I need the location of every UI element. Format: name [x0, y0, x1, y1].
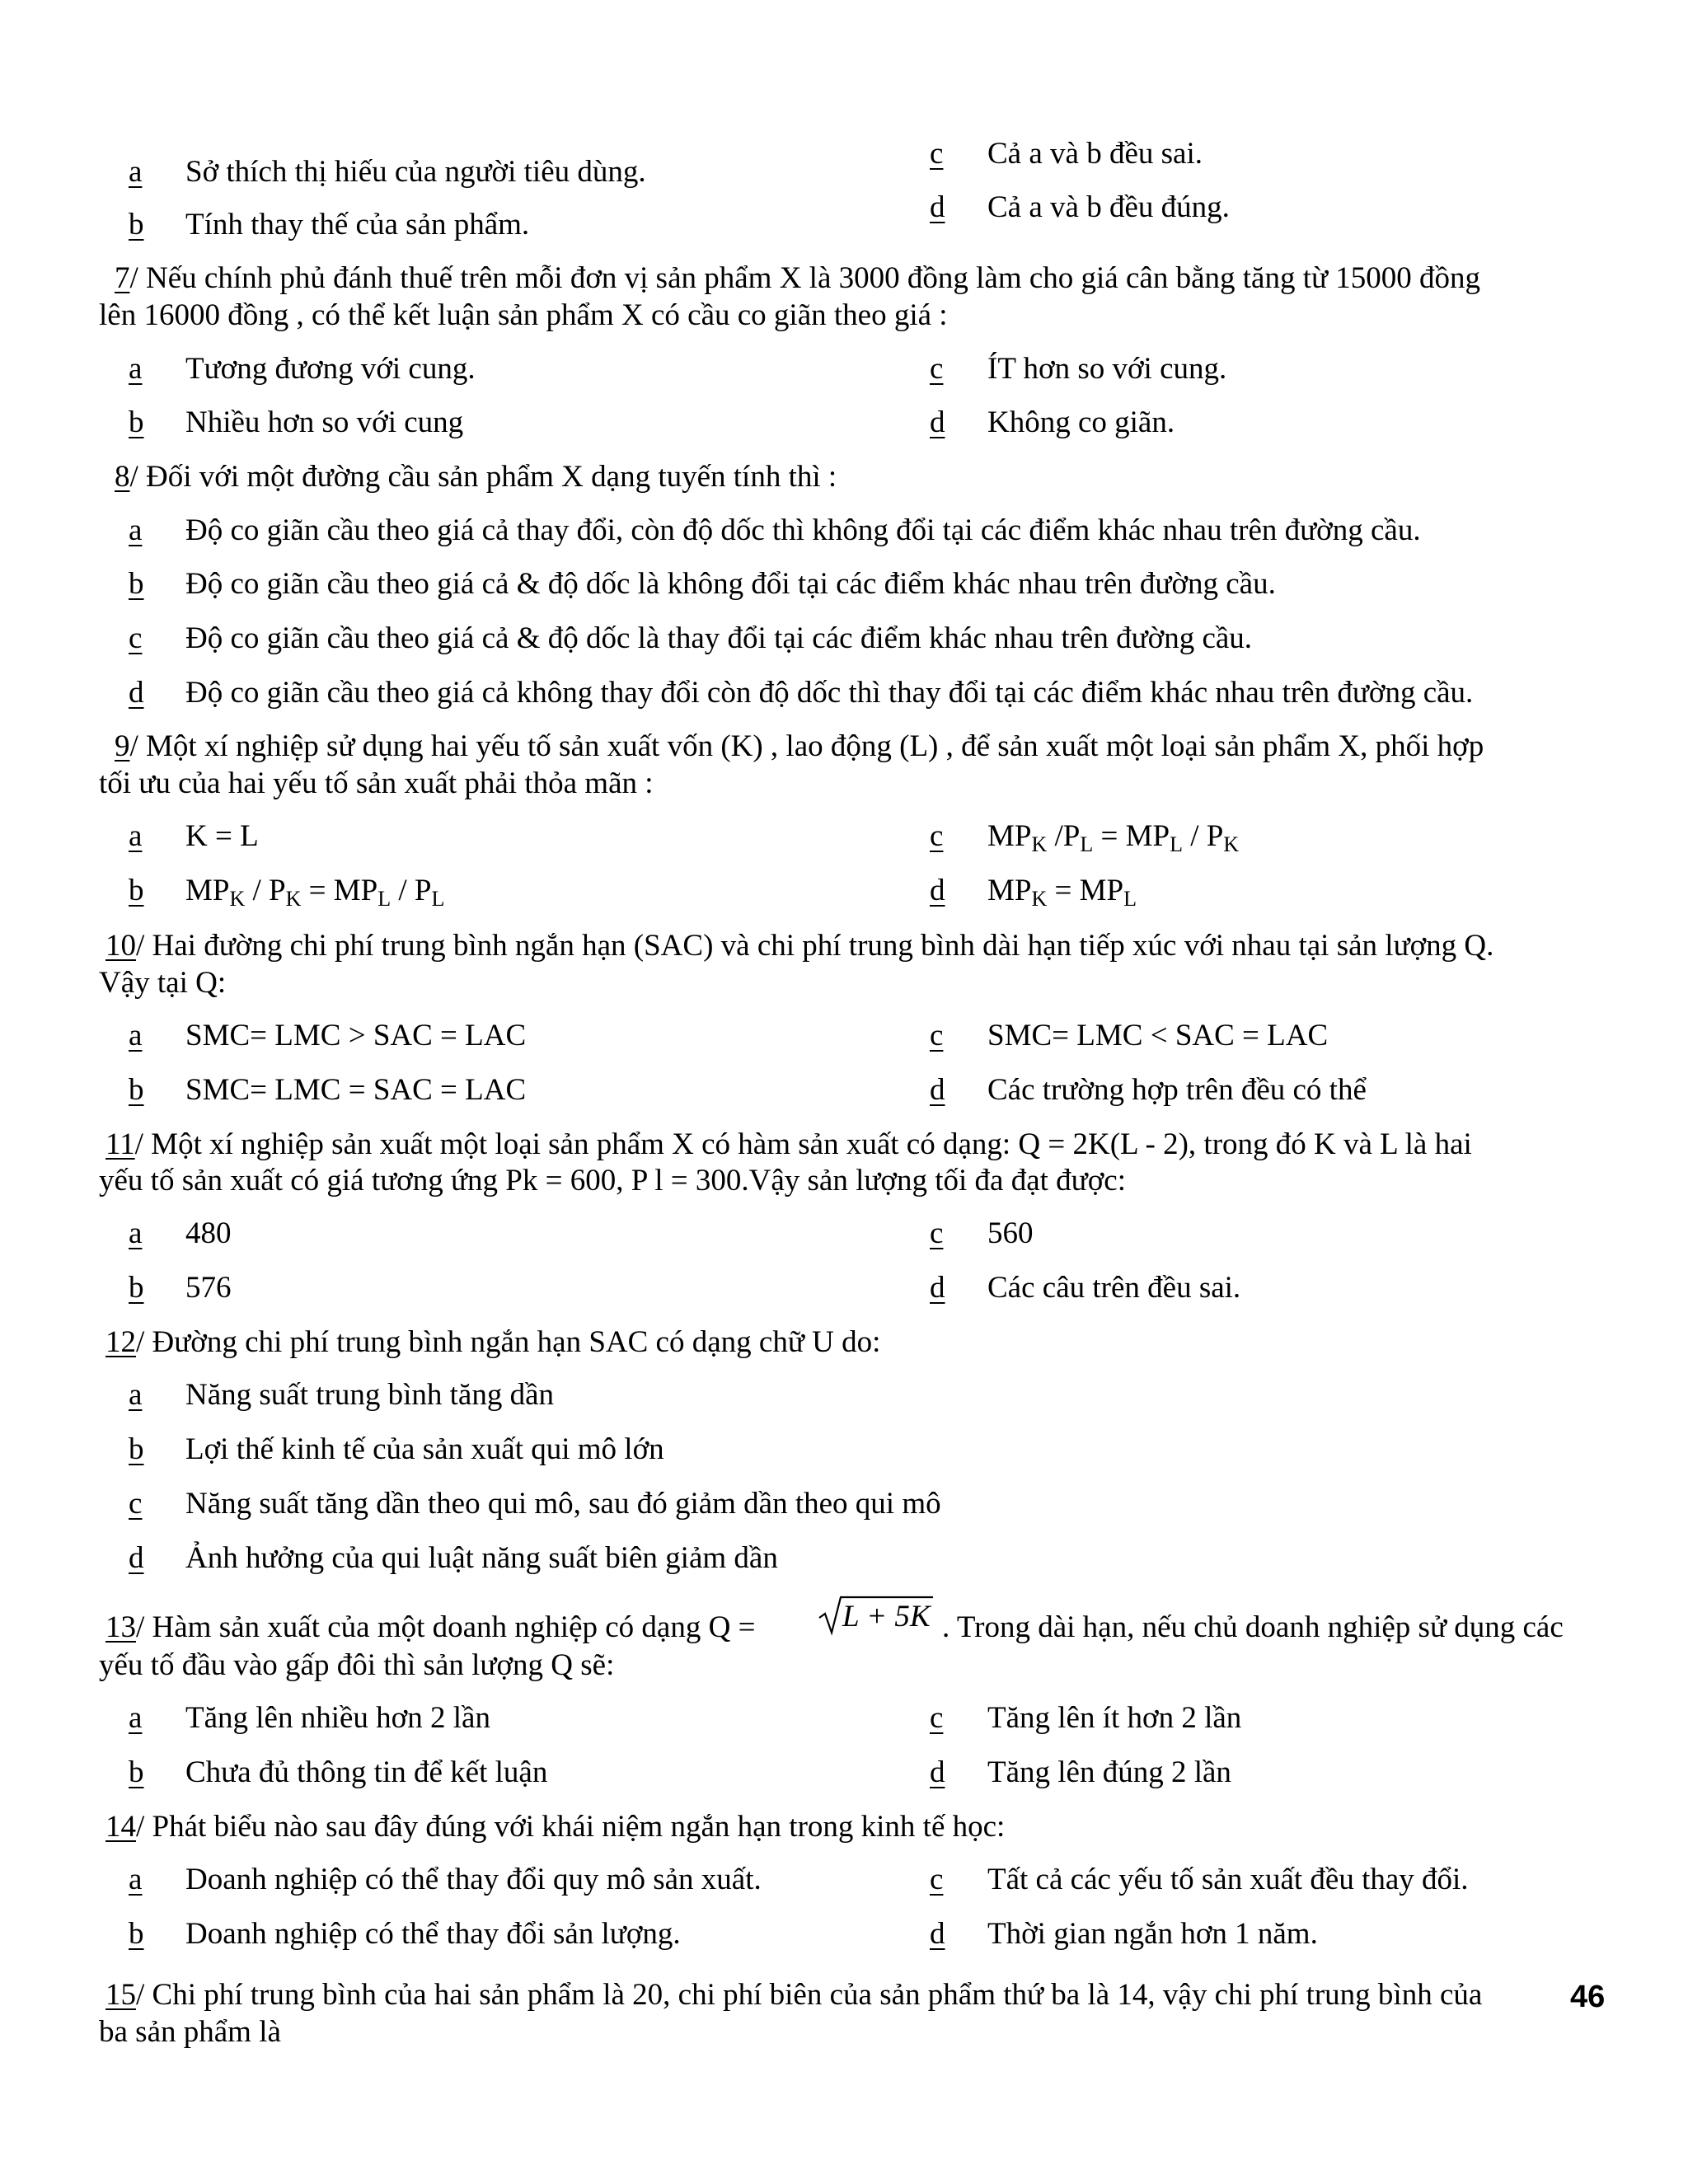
question-9-stem: [115, 728, 1484, 766]
option-letter: a: [129, 1378, 143, 1412]
option-text: Tương đương với cung.: [185, 352, 476, 386]
option-letter: b: [129, 1755, 144, 1789]
question-number: 10: [106, 929, 136, 963]
option-letter: b: [129, 567, 144, 601]
option-text: Cả a và b đều sai.: [987, 137, 1203, 171]
option-letter: b: [129, 1073, 144, 1107]
option-text: Độ co giãn cầu theo giá cả & độ dốc là không đổi tại các điểm khác nhau trên đường cầu.: [185, 567, 1276, 601]
option-letter: c: [930, 1019, 944, 1052]
question-14-stem: [106, 1808, 1005, 1846]
option-letter: c: [930, 1863, 944, 1896]
question-text: / Nếu chính phủ đánh thuế trên mỗi đơn vị sản phẩm X là 3000 đồng làm cho giá cân bằng tăng từ 15000 đồng: [129, 261, 1481, 295]
option-text: SMC= LMC > SAC = LAC: [185, 1019, 527, 1052]
question-text: / Phát biểu nào sau đây đúng với khái niệm ngắn hạn trong kinh tế học:: [136, 1810, 1006, 1844]
option-formula: $MP_K$ $/P_L = MP_L / P_K$: [987, 819, 1240, 856]
option-letter: a: [129, 1216, 143, 1250]
option-letter: c: [930, 1216, 944, 1250]
question-number: 9: [115, 729, 130, 763]
option-text: 576: [185, 1271, 232, 1305]
question-number: 13: [106, 1610, 136, 1644]
option-letter: b: [129, 1432, 144, 1466]
question-11-stem: [106, 1126, 1472, 1164]
question-text: / Một xí nghiệp sử dụng hai yếu tố sản xuất vốn (K) , lao động (L) , để sản xuất một loại sản phẩm X, phối hợp: [129, 729, 1484, 763]
question-text: / Chi phí trung bình của hai sản phẩm là 20, chi phí biên của sản phẩm thứ ba là 14, vậy chi phí trung bình của: [136, 1978, 1483, 2012]
question-text: / Hai đường chi phí trung bình ngắn hạn (SAC) và chi phí trung bình dài hạn tiếp xúc với nhau tại sản lượng Q.: [136, 929, 1494, 963]
option-text: SMC= LMC = SAC = LAC: [185, 1073, 527, 1107]
option-letter: a: [129, 1019, 143, 1052]
question-13-stem-line2: yếu tố đầu vào gấp đôi thì sản lượng Q sẽ:: [99, 1648, 615, 1682]
question-13-stem-tail: . Trong dài hạn, nếu chủ doanh nghiệp sử dụng các: [942, 1610, 1564, 1644]
square-root-formula: [818, 1595, 933, 1638]
option-formula: $MP_K = MP_L$: [987, 874, 1137, 911]
option-text: Chưa đủ thông tin để kết luận: [185, 1755, 548, 1789]
option-letter: d: [930, 1755, 945, 1789]
page-number: 46: [1570, 1980, 1606, 2014]
option-letter: d: [129, 676, 144, 710]
option-text: Tăng lên nhiều hơn 2 lần: [185, 1701, 490, 1735]
question-7-stem: [115, 260, 1480, 298]
option-letter: a: [129, 513, 143, 547]
option-text: Tính thay thế của sản phẩm.: [185, 208, 530, 241]
option-letter: c: [930, 1701, 944, 1735]
option-text: Độ co giãn cầu theo giá cả thay đổi, còn độ dốc thì không đổi tại các điểm khác nhau trên đường cầu.: [185, 513, 1421, 547]
option-letter: a: [129, 1863, 143, 1896]
option-letter: c: [129, 1487, 143, 1521]
option-letter: d: [129, 1541, 144, 1575]
question-number: 7: [115, 261, 130, 295]
question-13-stem: [106, 1609, 755, 1647]
option-letter: d: [930, 1073, 945, 1107]
option-letter: d: [930, 405, 945, 439]
option-text: Các câu trên đều sai.: [987, 1271, 1241, 1305]
option-letter: b: [129, 405, 144, 439]
option-text: Năng suất tăng dần theo qui mô, sau đó giảm dần theo qui mô: [185, 1487, 941, 1521]
option-letter: c: [930, 352, 944, 386]
option-text: Độ co giãn cầu theo giá cả & độ dốc là thay đổi tại các điểm khác nhau trên đường cầu.: [185, 621, 1253, 655]
question-8-stem: [115, 458, 837, 496]
question-15-stem-line2: ba sản phẩm là: [99, 2015, 281, 2049]
option-letter: c: [930, 137, 944, 171]
option-text: Tăng lên đúng 2 lần: [987, 1755, 1231, 1789]
question-number: 11: [106, 1127, 135, 1161]
option-text: Doanh nghiệp có thể thay đổi quy mô sản xuất.: [185, 1863, 762, 1896]
option-letter: d: [930, 1917, 945, 1951]
question-7-stem-line2: lên 16000 đồng , có thể kết luận sản phẩm X có cầu co giãn theo giá :: [99, 298, 948, 332]
option-text: Các trường hợp trên đều có thể: [987, 1073, 1367, 1107]
option-text: Nhiều hơn so với cung: [185, 405, 464, 439]
question-9-stem-line2: tối ưu của hai yếu tố sản xuất phải thỏa mãn :: [99, 766, 654, 800]
option-text: Sở thích thị hiếu của người tiêu dùng.: [185, 155, 646, 189]
question-12-stem: [106, 1324, 880, 1361]
question-text: / Hàm sản xuất của một doanh nghiệp có dạng Q =: [136, 1610, 756, 1644]
option-letter: b: [129, 208, 144, 241]
option-letter: b: [129, 1271, 144, 1305]
option-letter: d: [930, 874, 945, 907]
question-text: / Đối với một đường cầu sản phẩm X dạng tuyến tính thì :: [129, 460, 837, 494]
question-number: 12: [106, 1325, 136, 1359]
option-formula: $MP_K / P_K = MP_L / P_L$: [185, 874, 445, 911]
option-letter: b: [129, 874, 144, 907]
question-text: / Đường chi phí trung bình ngắn hạn SAC có dạng chữ U do:: [136, 1325, 881, 1359]
option-letter: a: [129, 819, 143, 853]
question-number: 15: [106, 1978, 136, 2012]
option-letter: a: [129, 1701, 143, 1735]
option-letter: d: [930, 190, 945, 224]
question-10-stem: [106, 927, 1493, 965]
option-letter: d: [930, 1271, 945, 1305]
option-text: Thời gian ngắn hơn 1 năm.: [987, 1917, 1318, 1951]
question-number: 8: [115, 460, 130, 494]
question-text: / Một xí nghiệp sản xuất một loại sản phẩm X có hàm sản xuất có dạng: Q = 2K(L - 2), trong đó K và L là hai: [134, 1127, 1472, 1161]
option-text: Cả a và b đều đúng.: [987, 190, 1230, 224]
option-letter: b: [129, 1917, 144, 1951]
option-letter: a: [129, 352, 143, 386]
option-text: 560: [987, 1216, 1034, 1250]
option-text: Tăng lên ít hơn 2 lần: [987, 1701, 1242, 1735]
option-text: Không co giãn.: [987, 405, 1175, 439]
option-text: Độ co giãn cầu theo giá cả không thay đổi còn độ dốc thì thay đổi tại các điểm khác nhau trên đường cầu.: [185, 676, 1474, 710]
option-letter: c: [930, 819, 944, 853]
option-text: 480: [185, 1216, 232, 1250]
question-15-stem: [106, 1976, 1482, 2014]
option-text: ÍT hơn so với cung.: [987, 352, 1227, 386]
option-text: Doanh nghiệp có thể thay đổi sản lượng.: [185, 1917, 681, 1951]
option-text: Lợi thế kinh tế của sản xuất qui mô lớn: [185, 1432, 664, 1466]
option-text: Ảnh hưởng của qui luật năng suất biên giảm dần: [185, 1541, 778, 1575]
option-letter: a: [129, 155, 143, 189]
radicand: L + 5K: [842, 1600, 931, 1633]
option-text: K = L: [185, 819, 259, 853]
question-11-stem-line2: yếu tố sản xuất có giá tương ứng Pk = 600, P l = 300.Vậy sản lượng tối đa đạt được:: [99, 1164, 1126, 1197]
question-number: 14: [106, 1810, 136, 1844]
option-text: SMC= LMC < SAC = LAC: [987, 1019, 1329, 1052]
option-text: Năng suất trung bình tăng dần: [185, 1378, 554, 1412]
option-text: Tất cả các yếu tố sản xuất đều thay đổi.: [987, 1863, 1469, 1896]
question-10-stem-line2: Vậy tại Q:: [99, 966, 227, 1000]
option-letter: c: [129, 621, 143, 655]
